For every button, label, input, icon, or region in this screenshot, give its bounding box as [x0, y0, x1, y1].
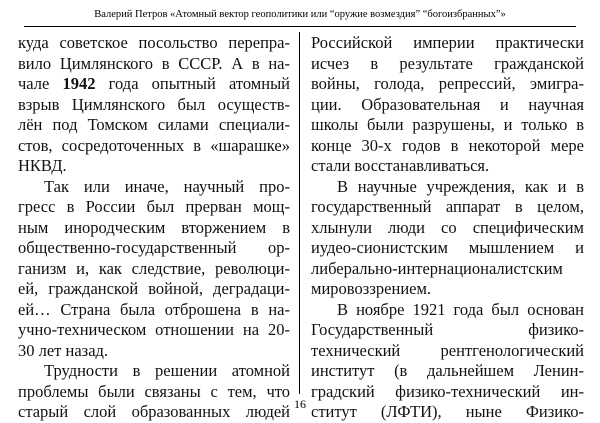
text-line: либерально-интернационалистским — [311, 258, 563, 278]
text-line: Так или иначе, научный про- — [44, 176, 290, 196]
text-line: куда советское посольство перепра- — [18, 33, 290, 52]
text-line: чале 1942 года опытный атомный — [18, 74, 290, 93]
text-line: учно-техническом отношении на 20- — [18, 320, 290, 339]
text-line: исчез в результате гражданской — [311, 53, 584, 73]
text-line: взрыв Цимлянского был осуществ- — [18, 94, 290, 114]
text-line: мировоззрением. — [311, 279, 432, 298]
text-line: государственный аппарат в целом, — [311, 197, 584, 216]
text-line: лён под Томском силами специали- — [18, 115, 290, 134]
text-line: стов, сосредоточенных в «шарашке» — [18, 135, 290, 155]
text-line: ей, гражданской войной, деградаци- — [18, 279, 290, 298]
left-column — [18, 33, 290, 423]
text-line: конце 30-х годов в некоторой мере — [311, 135, 584, 155]
text-line: гресс в России был прерван мощ- — [18, 197, 290, 216]
column-divider — [299, 32, 300, 394]
text-line: ститут (ЛФТИ), ныне Физико- — [311, 402, 584, 421]
text-line: старый слой образованных людей — [18, 402, 290, 421]
text-line: градский физико-технический ин- — [311, 381, 584, 401]
text-line: ным инородческим вторжением в — [18, 217, 290, 237]
text-line: НКВД. — [18, 156, 67, 175]
text-line: В научные учреждения, как и в — [337, 176, 584, 196]
text-line: хлынули люди со специфическим — [311, 217, 584, 237]
text-line: Трудности в решении атомной — [44, 361, 290, 380]
running-header: Валерий Петров «Атомный вектор геополитики или “оружие возмездия” “богоизбранных”» — [24, 4, 576, 27]
text-line: проблемы были связаны с тем, что — [18, 381, 290, 401]
text-line: общественно-государственный ор- — [18, 238, 290, 257]
text-line: институт (в дальнейшем Ленин- — [311, 361, 584, 380]
text-line: 30 лет назад. — [18, 340, 109, 360]
text-line: войны, голода, репрессий, эмигра- — [311, 74, 584, 93]
text-line: вило Цимлянского в СССР. А в на- — [18, 53, 290, 73]
text-line: технический рентгенологический — [311, 340, 584, 360]
text-line: ей… Страна была отброшена в на- — [18, 299, 290, 319]
text-line: стали восстанавливаться. — [311, 156, 490, 175]
bold-year: 1942 — [62, 74, 96, 93]
text-line: В ноябре 1921 года был основан — [337, 299, 584, 319]
text-line: Российской империи практически — [311, 33, 584, 52]
page-number: 16 — [294, 397, 306, 411]
right-column — [311, 33, 584, 423]
text-line: ганизм и, как следствие, революци- — [18, 258, 290, 278]
text-line: школы были разрушены, и только в — [311, 115, 584, 134]
text-line: иудео-сионистским мышлением и — [311, 238, 584, 257]
text-line: ции. Образовательная и научная — [311, 94, 584, 114]
text-line: Государственный физико- — [311, 320, 584, 339]
